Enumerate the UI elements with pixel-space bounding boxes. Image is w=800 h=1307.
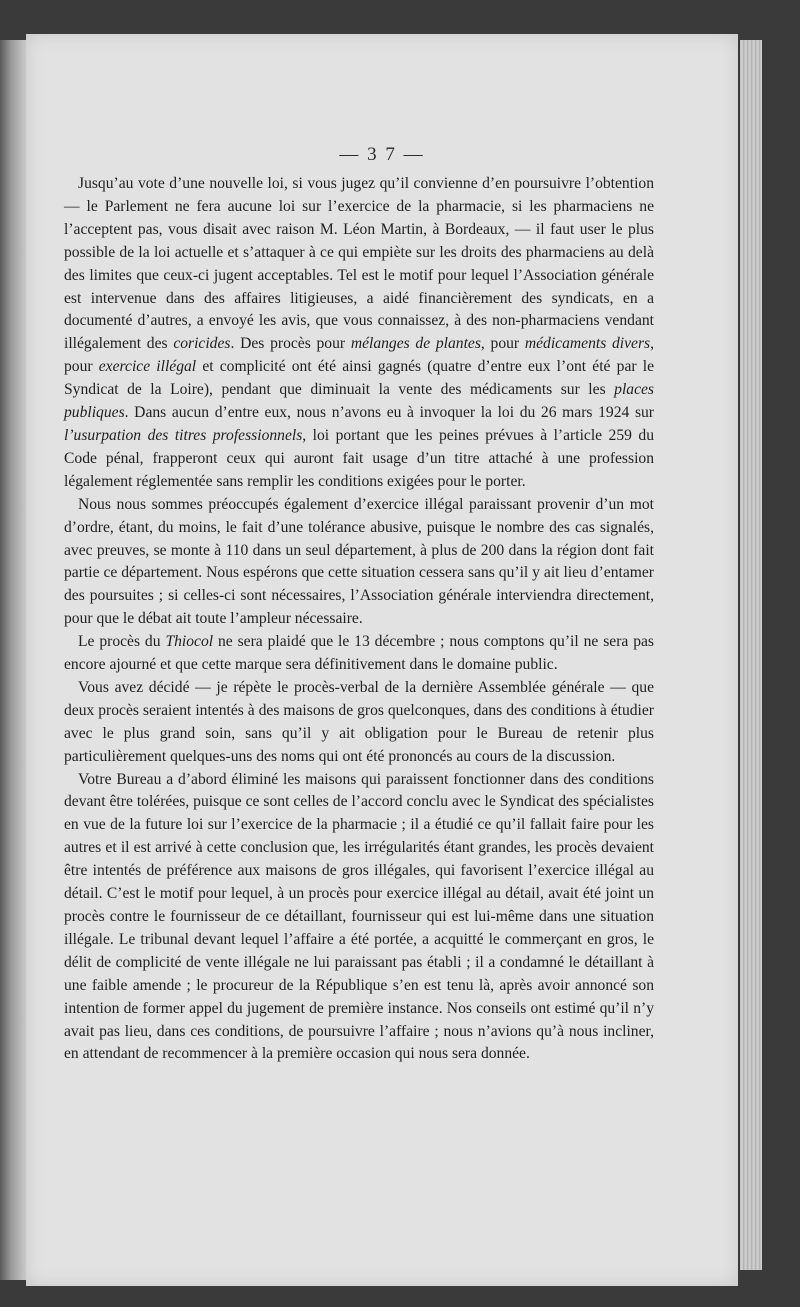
italic-phrase: exercice illégal <box>98 358 197 376</box>
text-run: Vous avez décidé — je répète le procès-verbal de la dernière Assemblée générale — que deux procès seraient intentés à des maisons de gros quelconques, dans des conditions à étudier avec le plus grand soin, sans qu’il y ait obligation pour le Bureau de retenir plus particulièrement quelques-uns des noms qui ont été prononcés au cours de la discussion. <box>64 678 654 765</box>
facing-page-edge <box>0 40 28 1280</box>
page-stack-edge <box>740 40 762 1270</box>
text-run: , loi portant que les peines prévues à l’article 259 du Code pénal, frapperont ceux qui auront fait usage d’un titre attaché à une profession légalement réglementée sans remplir les conditions exigées pour le porter. <box>64 426 654 490</box>
text-run: . Dans aucun d’entre eux, nous n’avons eu à invoquer la loi du 26 mars 1924 sur <box>124 404 654 422</box>
text-run: Nous nous sommes préoccupés également d’exercice illégal paraissant provenir d’un mot d’ordre, étant, du moins, le fait d’une tolérance abusive, puisque le nombre des cas signalés, avec preuves, se monte à 110 dans un seul département, à plus de 200 dans la région dont fait partie ce département. Nous espérons que cette situation cessera sans qu’il y ait lieu d’entamer des poursuites ; si celles-ci sont nécessaires, l’Association générale interviendra directement, pour que le débat ait toute l’ampleur nécessaire. <box>64 495 654 628</box>
document-page <box>26 34 738 1286</box>
paragraph <box>64 631 654 677</box>
paragraph <box>64 677 654 769</box>
text-run: . Des procès pour <box>230 335 351 353</box>
text-run: Le procès du <box>78 633 166 651</box>
body-text <box>64 173 654 1066</box>
paragraph <box>64 769 654 1067</box>
italic-phrase: mélanges de plantes <box>350 335 481 353</box>
text-run: et complicité ont été ainsi gagnés (quatre d’entre eux l’ont été par le Syndicat de la Loire), pendant que diminuait la vente des médicaments sur les <box>64 358 654 399</box>
text-run: Jusqu’au vote d’une nouvelle loi, si vous jugez qu’il convienne d’en poursuivre l’obtention — le Parlement ne fera aucune loi sur l’exercice de la pharmacie, si les pharmaciens ne l’acceptent pas, vous disait avec raison M. Léon Martin, à Bordeaux, — il faut user le plus possible de la loi actuelle et s’attaquer à ce qui empiète sur les droits des pharmaciens au delà des limites que ceux-ci jugent acceptables. Tel est le motif pour lequel l’Association générale est intervenue dans des affaires litigieuses, a aidé financièrement des syndicats, en a documenté d’autres, a envoyé les avis, que vous connaissez, à des non-pharmaciens vendant illégalement des <box>64 175 654 353</box>
paragraph <box>64 173 654 494</box>
italic-phrase: coricides <box>173 335 231 353</box>
italic-phrase: places publiques <box>64 381 654 422</box>
text-run: , pour <box>64 335 655 376</box>
italic-phrase: Thiocol <box>165 633 214 651</box>
italic-phrase: médicaments divers <box>524 335 651 353</box>
text-run: ne sera plaidé que le 13 décembre ; nous comptons qu’il ne sera pas encore ajourné et que cette marque sera définitivement dans le domaine public. <box>64 633 654 674</box>
text-run: , pour <box>480 335 525 353</box>
page-number: — 3 7 — <box>339 144 425 165</box>
italic-phrase: l’usurpation des titres professionnels <box>64 426 303 444</box>
paragraph <box>64 494 654 631</box>
text-run: Votre Bureau a d’abord éliminé les maisons qui paraissent fonctionner dans des conditions devant être tolérées, puisque ce sont celles de l’accord conclu avec le Syndicat des spécialistes en vue de la future loi sur l’exercice de la pharmacie ; il a étudié ce qu’il fallait faire pour les autres et il est arrivé à cette conclusion que, les irrégularités étant grandes, les procès devaient être intentés de préférence aux maisons de gros illégales, qui favorisent l’exercice illégal au détail. C’est le motif pour lequel, à un procès pour exercice illégal au détail, avait été joint un procès contre le fournisseur de ce détaillant, fournisseur qui est lui-même dans une situation illégale. Le tribunal devant lequel l’affaire a été portée, a acquitté le commerçant en gros, le délit de complicité de vente illégale ne lui paraissant pas établi ; il a condamné le détaillant à une faible amende ; le procureur de la République s’en est tenu là, après avoir annoncé son intention de former appel du jugement de première instance. Nos conseils ont estimé qu’il n’y avait pas lieu, dans ces conditions, de poursuivre l’affaire ; nous n’avions qu’à nous incliner, en attendant de recommencer à la première occasion qui nous sera donnée. <box>64 770 654 1063</box>
